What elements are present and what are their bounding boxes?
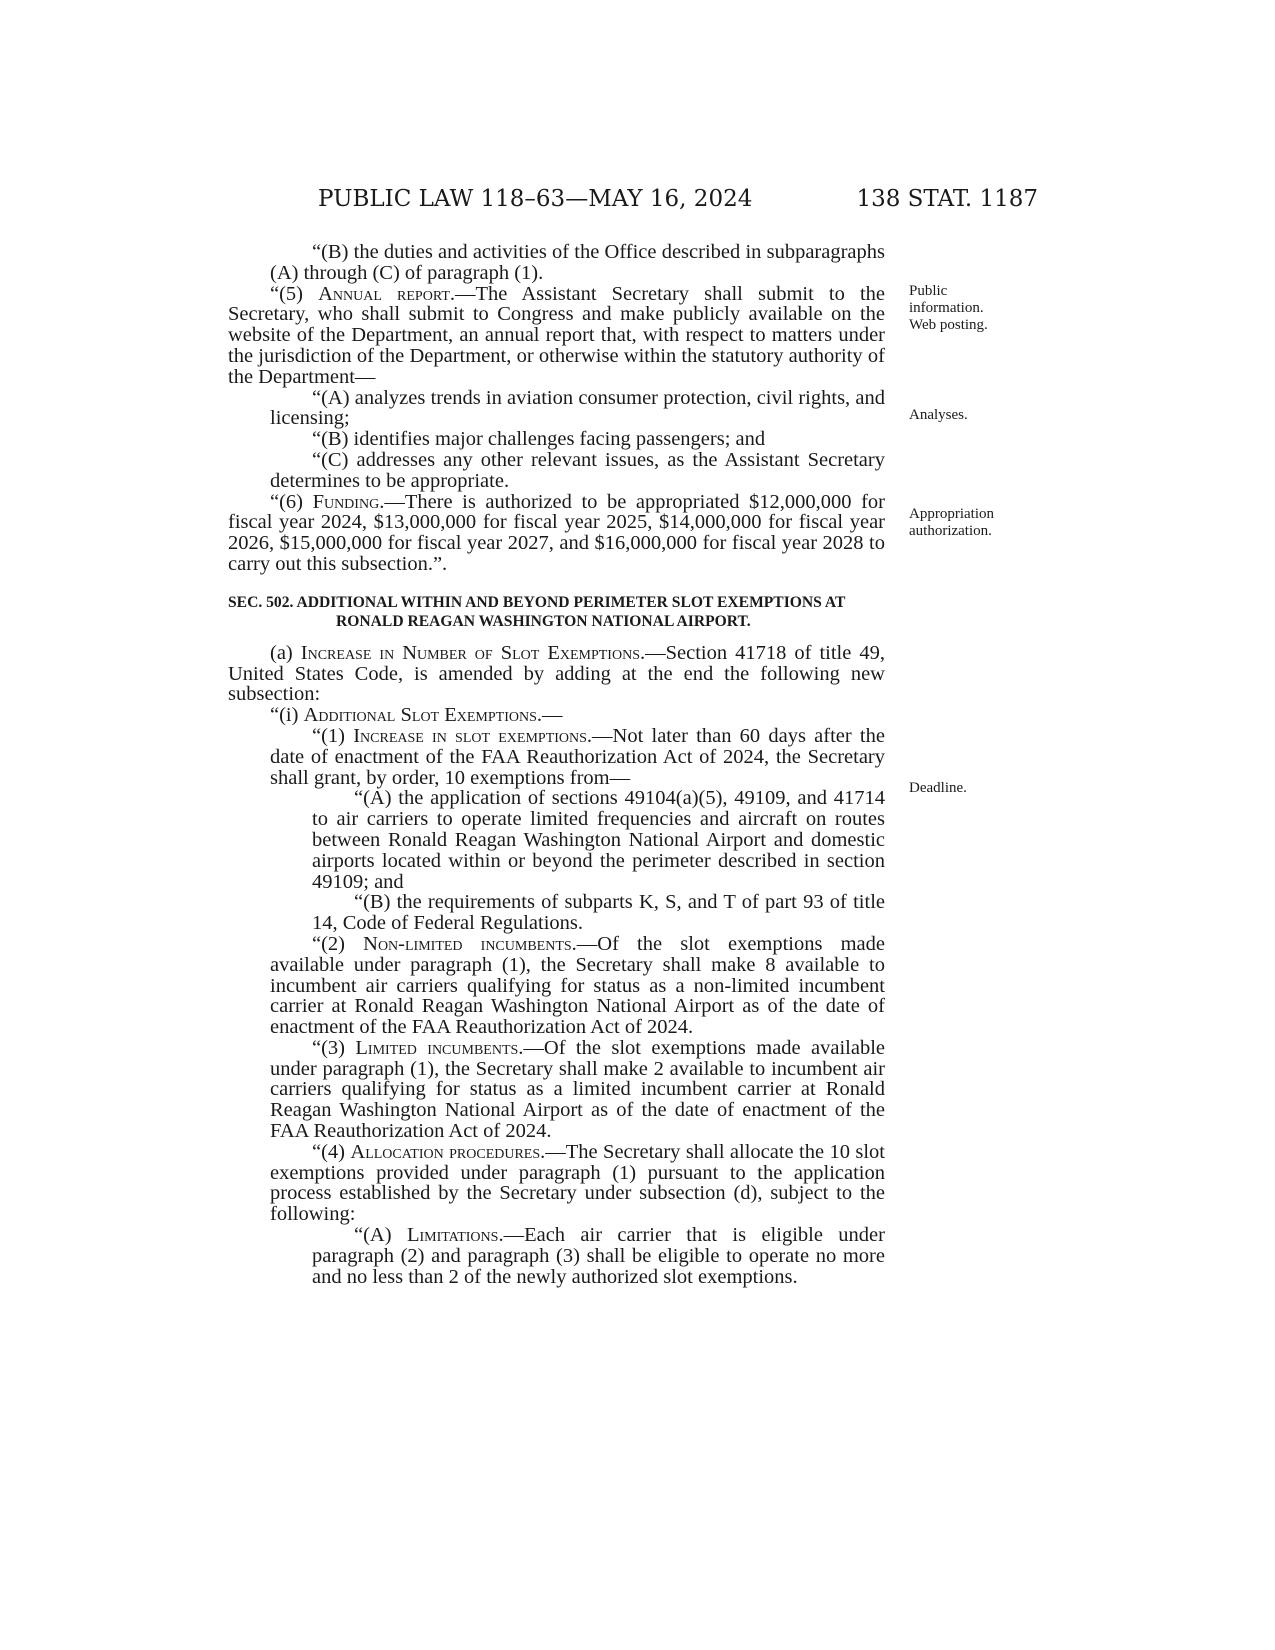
paragraph-text: .—There is authorized to be appropriated $12,000,000 for fiscal year 2024, $13,000,000 for fiscal year 2025, $14,000,000 for fiscal year 2026, $15,000,000 for fiscal year 2027, and $16,000,000 for fiscal year 2028 to carry out this subsection.”. <box>228 490 885 575</box>
paragraph-1-increase <box>228 726 885 788</box>
paragraph-text: .—Each air carrier that is eligible under paragraph (2) and paragraph (3) shall be eligible to operate no more and no less than 2 of the newly authorized slot exemptions. <box>312 1224 885 1288</box>
paragraph-lead: “(5) <box>270 282 319 305</box>
paragraph-5-annual-report <box>228 284 885 388</box>
section-heading: SEC. 502. ADDITIONAL WITHIN AND BEYOND PERIMETER SLOT EXEMPTIONS AT RONALD REAGAN WASHINGTON NATIONAL AIRPORT. <box>228 593 846 630</box>
subsection-i <box>228 705 885 726</box>
subsection-a <box>228 643 885 705</box>
paragraph-text: .—Of the slot exemptions made available under paragraph (1), the Secretary shall make 8 available to incumbent air carriers qualifying for status as a non-limited incumbent carrier at Ronald Reagan Washington National Airport as of the date of enactment of the FAA Reauthorization Act of 2024. <box>270 932 885 1039</box>
margin-note-deadline <box>909 780 1029 797</box>
paragraph-heading: Allocation procedures <box>350 1140 541 1163</box>
paragraph-lead: “(1) <box>312 724 354 747</box>
margin-note-line: Public <box>909 283 948 299</box>
paragraph-text: .— <box>536 704 563 727</box>
paragraph-1b: “(B) the requirements of subparts K, S, and T of part 93 of title 14, Code of Federal Regulations. <box>312 891 885 935</box>
paragraph-heading: Increase in slot exemptions <box>353 724 587 747</box>
paragraph-2-non-limited <box>228 934 885 1038</box>
paragraph-lead: “(A) <box>354 1224 407 1247</box>
margin-note-line: Appropriation <box>909 506 994 522</box>
paragraph-lead: “(i) <box>270 704 304 727</box>
paragraph-5c: “(C) addresses any other relevant issues, as the Assistant Secretary determines to be appropriate. <box>270 448 885 492</box>
margin-note-line: authorization. <box>909 523 992 539</box>
paragraph-text: .—Not later than 60 days after the date of enactment of the FAA Reauthorization Act of 2024, the Secretary shall grant, by order, 10 exemptions from— <box>270 724 885 789</box>
paragraph-lead: “(4) <box>312 1140 351 1163</box>
margin-note-line: Analyses. <box>909 407 968 423</box>
margin-note-public-information <box>909 283 1029 334</box>
margin-note-line: information. <box>909 300 984 316</box>
margin-note-line: Web posting. <box>909 317 988 333</box>
paragraph-heading: Increase in Number of Slot Exemptions <box>300 641 640 664</box>
margin-note-line: Deadline. <box>909 780 967 796</box>
paragraph-text: .—Section 41718 of title 49, United States Code, is amended by adding at the end the following new subsection: <box>228 641 885 706</box>
paragraph-heading: Annual report <box>318 282 450 305</box>
paragraph-heading: Funding <box>312 490 380 513</box>
paragraph-text: .—The Assistant Secretary shall submit to the Secretary, who shall submit to Congress and make publicly available on the website of the Department, an annual report that, with respect to matters under the jurisdiction of the Department, or otherwise within the statutory authority of the Department— <box>228 282 885 388</box>
paragraph-heading: Non-limited incumbents <box>363 932 572 955</box>
paragraph-lead: “(6) <box>270 490 313 513</box>
paragraph-1a: “(A) the application of sections 49104(a)(5), 49109, and 41714 to air carriers to operate limited frequencies and aircraft on routes between Ronald Reagan Washington National Airport and domestic airports located within or beyond the perimeter described in section 49109; and <box>312 787 885 893</box>
paragraph-heading: Limitations <box>406 1224 499 1247</box>
page-title: PUBLIC LAW 118–63—MAY 16, 2024 <box>318 186 753 212</box>
paragraph-text: .—Of the slot exemptions made available under paragraph (1), the Secretary shall make 2 available to incumbent air carriers qualifying for status as a limited incumbent carrier at Ronald Reagan Washington National Airport as of the date of enactment of the FAA Reauthorization Act of 2024. <box>270 1036 886 1143</box>
paragraph-heading: Additional Slot Exemptions <box>303 704 537 727</box>
paragraph-lead: “(3) <box>312 1036 356 1059</box>
page-header <box>318 186 1038 226</box>
page-number: 138 STAT. 1187 <box>856 186 1038 212</box>
paragraph-4a-limitations <box>228 1225 885 1287</box>
document-body <box>228 242 885 1287</box>
paragraph-5a: “(A) analyzes trends in aviation consumer protection, civil rights, and licensing; <box>270 386 885 430</box>
paragraph-lead: (a) <box>270 641 301 664</box>
paragraph-5b: “(B) identifies major challenges facing passengers; and <box>312 428 766 451</box>
paragraph-4-allocation <box>228 1142 885 1225</box>
paragraph-4b: “(B) the duties and activities of the Office described in subparagraphs (A) through (C) of paragraph (1). <box>270 241 885 284</box>
paragraph-text: .—The Secretary shall allocate the 10 slot exemptions provided under paragraph (1) pursuant to the application process established by the Secretary under subsection (d), subject to the following: <box>270 1140 885 1226</box>
paragraph-heading: Limited incumbents <box>355 1036 519 1059</box>
paragraph-lead: “(2) <box>312 932 364 955</box>
paragraph-6-funding <box>228 492 885 575</box>
paragraph-3-limited <box>228 1038 885 1142</box>
margin-note-appropriation <box>909 506 1029 540</box>
margin-note-analyses <box>909 407 1029 424</box>
